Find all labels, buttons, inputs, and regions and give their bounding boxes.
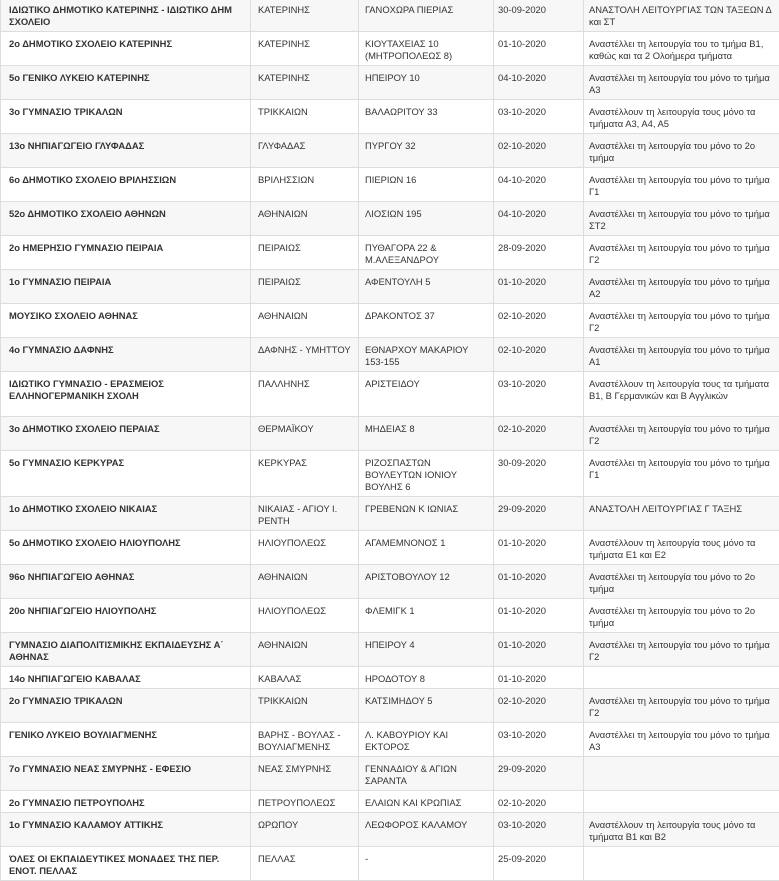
address-cell: ΚΑΤΣΙΜΗΔΟΥ 5	[359, 689, 494, 723]
address-cell: ΠΥΘΑΓΟΡΑ 22 & Μ.ΑΛΕΞΑΝΔΡΟΥ	[359, 236, 494, 270]
notes-cell: Αναστέλλει τη λειτουργία του μόνο το τμήμα Α2	[584, 270, 779, 304]
area-cell: ΚΑΤΕΡΙΝΗΣ	[251, 0, 359, 32]
table-row	[1, 338, 779, 372]
school-name-cell: ΓΥΜΝΑΣΙΟ ΔΙΑΠΟΛΙΤΙΣΜΙΚΗΣ ΕΚΠΑΙΔΕΥΣΗΣ Α΄ ΑΘΗΝΑΣ	[1, 633, 251, 667]
area-cell: ΑΘΗΝΑΙΩΝ	[251, 202, 359, 236]
school-name-cell: 5ο ΓΕΝΙΚΟ ΛΥΚΕΙΟ ΚΑΤΕΡΙΝΗΣ	[1, 66, 251, 100]
school-name-cell: 3ο ΔΗΜΟΤΙΚΟ ΣΧΟΛΕΙΟ ΠΕΡΑΙΑΣ	[1, 417, 251, 451]
notes-cell: Αναστέλλει τη λειτουργία του μόνο το τμήμα Α1	[584, 338, 779, 372]
date-cell: 01-10-2020	[494, 32, 584, 66]
table-row	[1, 270, 779, 304]
notes-cell: Αναστέλλει τη λειτουργία του μόνο το τμήμα Γ2	[584, 236, 779, 270]
address-cell: ΦΛΕΜΙΓΚ 1	[359, 599, 494, 633]
school-name-cell: 6ο ΔΗΜΟΤΙΚΟ ΣΧΟΛΕΙΟ ΒΡΙΛΗΣΣΙΩΝ	[1, 168, 251, 202]
notes-cell: Αναστέλλουν τη λειτουργία τους μόνο τα τμήματα Β1 και Β2	[584, 813, 779, 847]
table-row	[1, 236, 779, 270]
area-cell: ΗΛΙΟΥΠΟΛΕΩΣ	[251, 599, 359, 633]
table-row	[1, 599, 779, 633]
date-cell: 03-10-2020	[494, 813, 584, 847]
notes-cell	[584, 757, 779, 791]
school-name-cell: 52ο ΔΗΜΟΤΙΚΟ ΣΧΟΛΕΙΟ ΑΘΗΝΩΝ	[1, 202, 251, 236]
date-cell: 25-09-2020	[494, 847, 584, 881]
notes-cell: Αναστέλλει τη λειτουργία του μόνο το τμήμα Γ1	[584, 168, 779, 202]
notes-cell: Αναστέλλει τη λειτουργία του μόνο το τμήμα Γ2	[584, 689, 779, 723]
area-cell: ΚΑΤΕΡΙΝΗΣ	[251, 66, 359, 100]
area-cell: ΔΑΦΝΗΣ - ΥΜΗΤΤΟΥ	[251, 338, 359, 372]
date-cell: 29-09-2020	[494, 497, 584, 531]
school-name-cell: 20ο ΝΗΠΙΑΓΩΓΕΙΟ ΗΛΙΟΥΠΟΛΗΣ	[1, 599, 251, 633]
area-cell: ΒΑΡΗΣ - ΒΟΥΛΑΣ - ΒΟΥΛΙΑΓΜΕΝΗΣ	[251, 723, 359, 757]
area-cell: ΠΕΙΡΑΙΩΣ	[251, 236, 359, 270]
table-row	[1, 565, 779, 599]
address-cell: ΡΙΖΟΣΠΑΣΤΩΝ ΒΟΥΛΕΥΤΩΝ ΙΟΝΙΟΥ ΒΟΥΛΗΣ 6	[359, 451, 494, 497]
table-row	[1, 847, 779, 881]
table-row	[1, 791, 779, 813]
area-cell: ΚΕΡΚΥΡΑΣ	[251, 451, 359, 497]
table-row	[1, 0, 779, 32]
table-row	[1, 168, 779, 202]
schools-table-body	[1, 0, 779, 881]
notes-cell: Αναστέλλει τη λειτουργία του μόνο το 2ο τμήμα	[584, 565, 779, 599]
area-cell: ΠΕΛΛΑΣ	[251, 847, 359, 881]
school-name-cell: 2ο ΔΗΜΟΤΙΚΟ ΣΧΟΛΕΙΟ ΚΑΤΕΡΙΝΗΣ	[1, 32, 251, 66]
area-cell: ΠΕΙΡΑΙΩΣ	[251, 270, 359, 304]
school-name-cell: 2ο ΓΥΜΝΑΣΙΟ ΤΡΙΚΑΛΩΝ	[1, 689, 251, 723]
school-name-cell: 4ο ΓΥΜΝΑΣΙΟ ΔΑΦΝΗΣ	[1, 338, 251, 372]
notes-cell: Αναστέλλουν τη λειτουργία τους τα τμήματα Β1, Β Γερμανικών και Β Αγγλικών	[584, 372, 779, 417]
notes-cell	[584, 847, 779, 881]
area-cell: ΠΕΤΡΟΥΠΟΛΕΩΣ	[251, 791, 359, 813]
notes-cell: Αναστέλλει τη λειτουργία του μόνο το τμήμα Γ2	[584, 633, 779, 667]
date-cell: 01-10-2020	[494, 633, 584, 667]
table-row	[1, 417, 779, 451]
date-cell: 28-09-2020	[494, 236, 584, 270]
date-cell: 30-09-2020	[494, 451, 584, 497]
area-cell: ΗΛΙΟΥΠΟΛΕΩΣ	[251, 531, 359, 565]
address-cell: ΑΡΙΣΤΟΒΟΥΛΟΥ 12	[359, 565, 494, 599]
date-cell: 02-10-2020	[494, 134, 584, 168]
school-name-cell: 1ο ΓΥΜΝΑΣΙΟ ΚΑΛΑΜΟΥ ΑΤΤΙΚΗΣ	[1, 813, 251, 847]
school-name-cell: 1ο ΔΗΜΟΤΙΚΟ ΣΧΟΛΕΙΟ ΝΙΚΑΙΑΣ	[1, 497, 251, 531]
notes-cell: Αναστέλλει τη λειτουργία του μόνο το τμήμα Α3	[584, 723, 779, 757]
notes-cell: ΑΝΑΣΤΟΛΗ ΛΕΙΤΟΥΡΓΙΑΣ Γ ΤΑΞΗΣ	[584, 497, 779, 531]
area-cell: ΚΑΤΕΡΙΝΗΣ	[251, 32, 359, 66]
table-row	[1, 451, 779, 497]
address-cell: ΑΦΕΝΤΟΥΛΗ 5	[359, 270, 494, 304]
table-row	[1, 813, 779, 847]
date-cell: 03-10-2020	[494, 723, 584, 757]
date-cell: 29-09-2020	[494, 757, 584, 791]
table-row	[1, 100, 779, 134]
date-cell: 04-10-2020	[494, 202, 584, 236]
date-cell: 04-10-2020	[494, 66, 584, 100]
date-cell: 02-10-2020	[494, 417, 584, 451]
table-row	[1, 497, 779, 531]
notes-cell: Αναστέλλουν τη λειτουργία τους μόνο τα τμήματα Ε1 και Ε2	[584, 531, 779, 565]
address-cell: ΑΓΑΜΕΜΝΟΝΟΣ 1	[359, 531, 494, 565]
address-cell: ΚΙΟΥΤΑΧΕΙΑΣ 10 (ΜΗΤΡΟΠΟΛΕΩΣ 8)	[359, 32, 494, 66]
address-cell: ΠΥΡΓΟΥ 32	[359, 134, 494, 168]
address-cell: ΒΑΛΑΩΡΙΤΟΥ 33	[359, 100, 494, 134]
address-cell: ΑΡΙΣΤΕΙΔΟΥ	[359, 372, 494, 417]
school-name-cell: 2ο ΓΥΜΝΑΣΙΟ ΠΕΤΡΟΥΠΟΛΗΣ	[1, 791, 251, 813]
date-cell: 01-10-2020	[494, 599, 584, 633]
school-name-cell: 2ο ΗΜΕΡΗΣΙΟ ΓΥΜΝΑΣΙΟ ΠΕΙΡΑΙΑ	[1, 236, 251, 270]
table-row	[1, 633, 779, 667]
date-cell: 01-10-2020	[494, 270, 584, 304]
notes-cell	[584, 667, 779, 689]
address-cell: ΕΛΑΙΩΝ ΚΑΙ ΚΡΩΠΙΑΣ	[359, 791, 494, 813]
address-cell: ΓΑΝΟΧΩΡΑ ΠΙΕΡΙΑΣ	[359, 0, 494, 32]
school-name-cell: 13ο ΝΗΠΙΑΓΩΓΕΙΟ ΓΛΥΦΑΔΑΣ	[1, 134, 251, 168]
notes-cell: Αναστέλλει τη λειτουργία του μόνο το τμήμα Α3	[584, 66, 779, 100]
area-cell: ΝΕΑΣ ΣΜΥΡΝΗΣ	[251, 757, 359, 791]
notes-cell	[584, 791, 779, 813]
table-row	[1, 134, 779, 168]
notes-cell: ΑΝΑΣΤΟΛΗ ΛΕΙΤΟΥΡΓΙΑΣ ΤΩΝ ΤΑΞΕΩΝ Δ και ΣΤ	[584, 0, 779, 32]
address-cell: ΠΙΕΡΙΩΝ 16	[359, 168, 494, 202]
table-row	[1, 667, 779, 689]
school-name-cell: 1ο ΓΥΜΝΑΣΙΟ ΠΕΙΡΑΙΑ	[1, 270, 251, 304]
notes-cell: Αναστέλλει τη λειτουργία του μόνο το τμήμα Γ2	[584, 417, 779, 451]
date-cell: 02-10-2020	[494, 791, 584, 813]
table-row	[1, 757, 779, 791]
date-cell: 02-10-2020	[494, 304, 584, 338]
address-cell: ΛΙΟΣΙΩΝ 195	[359, 202, 494, 236]
table-row	[1, 202, 779, 236]
table-row	[1, 531, 779, 565]
school-name-cell: 14ο ΝΗΠΙΑΓΩΓΕΙΟ ΚΑΒΑΛΑΣ	[1, 667, 251, 689]
date-cell: 02-10-2020	[494, 689, 584, 723]
school-name-cell: ΙΔΙΩΤΙΚΟ ΔΗΜΟΤΙΚΟ ΚΑΤΕΡΙΝΗΣ - ΙΔΙΩΤΙΚΟ ΔΗΜ ΣΧΟΛΕΙΟ	[1, 0, 251, 32]
date-cell: 01-10-2020	[494, 565, 584, 599]
address-cell: ΛΕΩΦΟΡΟΣ ΚΑΛΑΜΟΥ	[359, 813, 494, 847]
area-cell: ΓΛΥΦΑΔΑΣ	[251, 134, 359, 168]
address-cell: ΓΕΝΝΑΔΙΟΥ & ΑΓΙΩΝ ΣΑΡΑΝΤΑ	[359, 757, 494, 791]
notes-cell: Αναστέλλει τη λειτουργία του μόνο το τμήμα Γ2	[584, 304, 779, 338]
notes-cell: Αναστέλλει τη λειτουργία του μόνο το τμήμα Γ1	[584, 451, 779, 497]
address-cell: ΗΡΟΔΟΤΟΥ 8	[359, 667, 494, 689]
area-cell: ΚΑΒΑΛΑΣ	[251, 667, 359, 689]
notes-cell: Αναστέλλει τη λειτουργία του το τμήμα Β1, καθώς και τα 2 Ολοήμερα τμήματα	[584, 32, 779, 66]
area-cell: ΩΡΩΠΟΥ	[251, 813, 359, 847]
address-cell: ΗΠΕΙΡΟΥ 10	[359, 66, 494, 100]
notes-cell: Αναστέλλει τη λειτουργία του μόνο το 2ο τμήμα	[584, 134, 779, 168]
area-cell: ΤΡΙΚΚΑΙΩΝ	[251, 100, 359, 134]
school-name-cell: 5ο ΓΥΜΝΑΣΙΟ ΚΕΡΚΥΡΑΣ	[1, 451, 251, 497]
date-cell: 30-09-2020	[494, 0, 584, 32]
area-cell: ΤΡΙΚΚΑΙΩΝ	[251, 689, 359, 723]
table-row	[1, 723, 779, 757]
school-name-cell: 7ο ΓΥΜΝΑΣΙΟ ΝΕΑΣ ΣΜΥΡΝΗΣ - ΕΦΕΣΙΟ	[1, 757, 251, 791]
school-name-cell: ΌΛΕΣ ΟΙ ΕΚΠΑΙΔΕΥΤΙΚΕΣ ΜΟΝΑΔΕΣ ΤΗΣ ΠΕΡ. ΕΝΟΤ. ΠΕΛΛΑΣ	[1, 847, 251, 881]
table-row	[1, 372, 779, 417]
school-name-cell: 3ο ΓΥΜΝΑΣΙΟ ΤΡΙΚΑΛΩΝ	[1, 100, 251, 134]
date-cell: 04-10-2020	[494, 168, 584, 202]
area-cell: ΠΑΛΛΗΝΗΣ	[251, 372, 359, 417]
area-cell: ΑΘΗΝΑΙΩΝ	[251, 565, 359, 599]
area-cell: ΑΘΗΝΑΙΩΝ	[251, 633, 359, 667]
area-cell: ΘΕΡΜΑΪΚΟΥ	[251, 417, 359, 451]
table-row	[1, 32, 779, 66]
address-cell: ΜΗΔΕΙΑΣ 8	[359, 417, 494, 451]
notes-cell: Αναστέλλει τη λειτουργία του μόνο το τμήμα ΣΤ2	[584, 202, 779, 236]
date-cell: 03-10-2020	[494, 100, 584, 134]
date-cell: 01-10-2020	[494, 667, 584, 689]
school-name-cell: 96ο ΝΗΠΙΑΓΩΓΕΙΟ ΑΘΗΝΑΣ	[1, 565, 251, 599]
area-cell: ΑΘΗΝΑΙΩΝ	[251, 304, 359, 338]
address-cell: Λ. ΚΑΒΟΥΡΙΟΥ ΚΑΙ ΕΚΤΟΡΟΣ	[359, 723, 494, 757]
address-cell: ΓΡΕΒΕΝΩΝ Κ ΙΩΝΙΑΣ	[359, 497, 494, 531]
table-row	[1, 66, 779, 100]
notes-cell: Αναστέλλει τη λειτουργία του μόνο το 2ο τμήμα	[584, 599, 779, 633]
school-name-cell: ΓΕΝΙΚΟ ΛΥΚΕΙΟ ΒΟΥΛΙΑΓΜΕΝΗΣ	[1, 723, 251, 757]
date-cell: 03-10-2020	[494, 372, 584, 417]
school-name-cell: ΜΟΥΣΙΚΟ ΣΧΟΛΕΙΟ ΑΘΗΝΑΣ	[1, 304, 251, 338]
address-cell: ΕΘΝΑΡΧΟΥ ΜΑΚΑΡΙΟΥ 153-155	[359, 338, 494, 372]
address-cell: ΗΠΕΙΡΟΥ 4	[359, 633, 494, 667]
area-cell: ΒΡΙΛΗΣΣΙΩΝ	[251, 168, 359, 202]
area-cell: ΝΙΚΑΙΑΣ - ΑΓΙΟΥ Ι. ΡΕΝΤΗ	[251, 497, 359, 531]
table-row	[1, 304, 779, 338]
table-row	[1, 689, 779, 723]
school-name-cell: 5ο ΔΗΜΟΤΙΚΟ ΣΧΟΛΕΙΟ ΗΛΙΟΥΠΟΛΗΣ	[1, 531, 251, 565]
address-cell: ΔΡΑΚΟΝΤΟΣ 37	[359, 304, 494, 338]
notes-cell: Αναστέλλουν τη λειτουργία τους μόνο τα τμήματα Α3, Α4, Α5	[584, 100, 779, 134]
date-cell: 01-10-2020	[494, 531, 584, 565]
school-name-cell: ΙΔΙΩΤΙΚΟ ΓΥΜΝΑΣΙΟ - ΕΡΑΣΜΕΙΟΣ ΕΛΛΗΝΟΓΕΡΜΑΝΙΚΗ ΣΧΟΛΗ	[1, 372, 251, 417]
date-cell: 02-10-2020	[494, 338, 584, 372]
address-cell: -	[359, 847, 494, 881]
